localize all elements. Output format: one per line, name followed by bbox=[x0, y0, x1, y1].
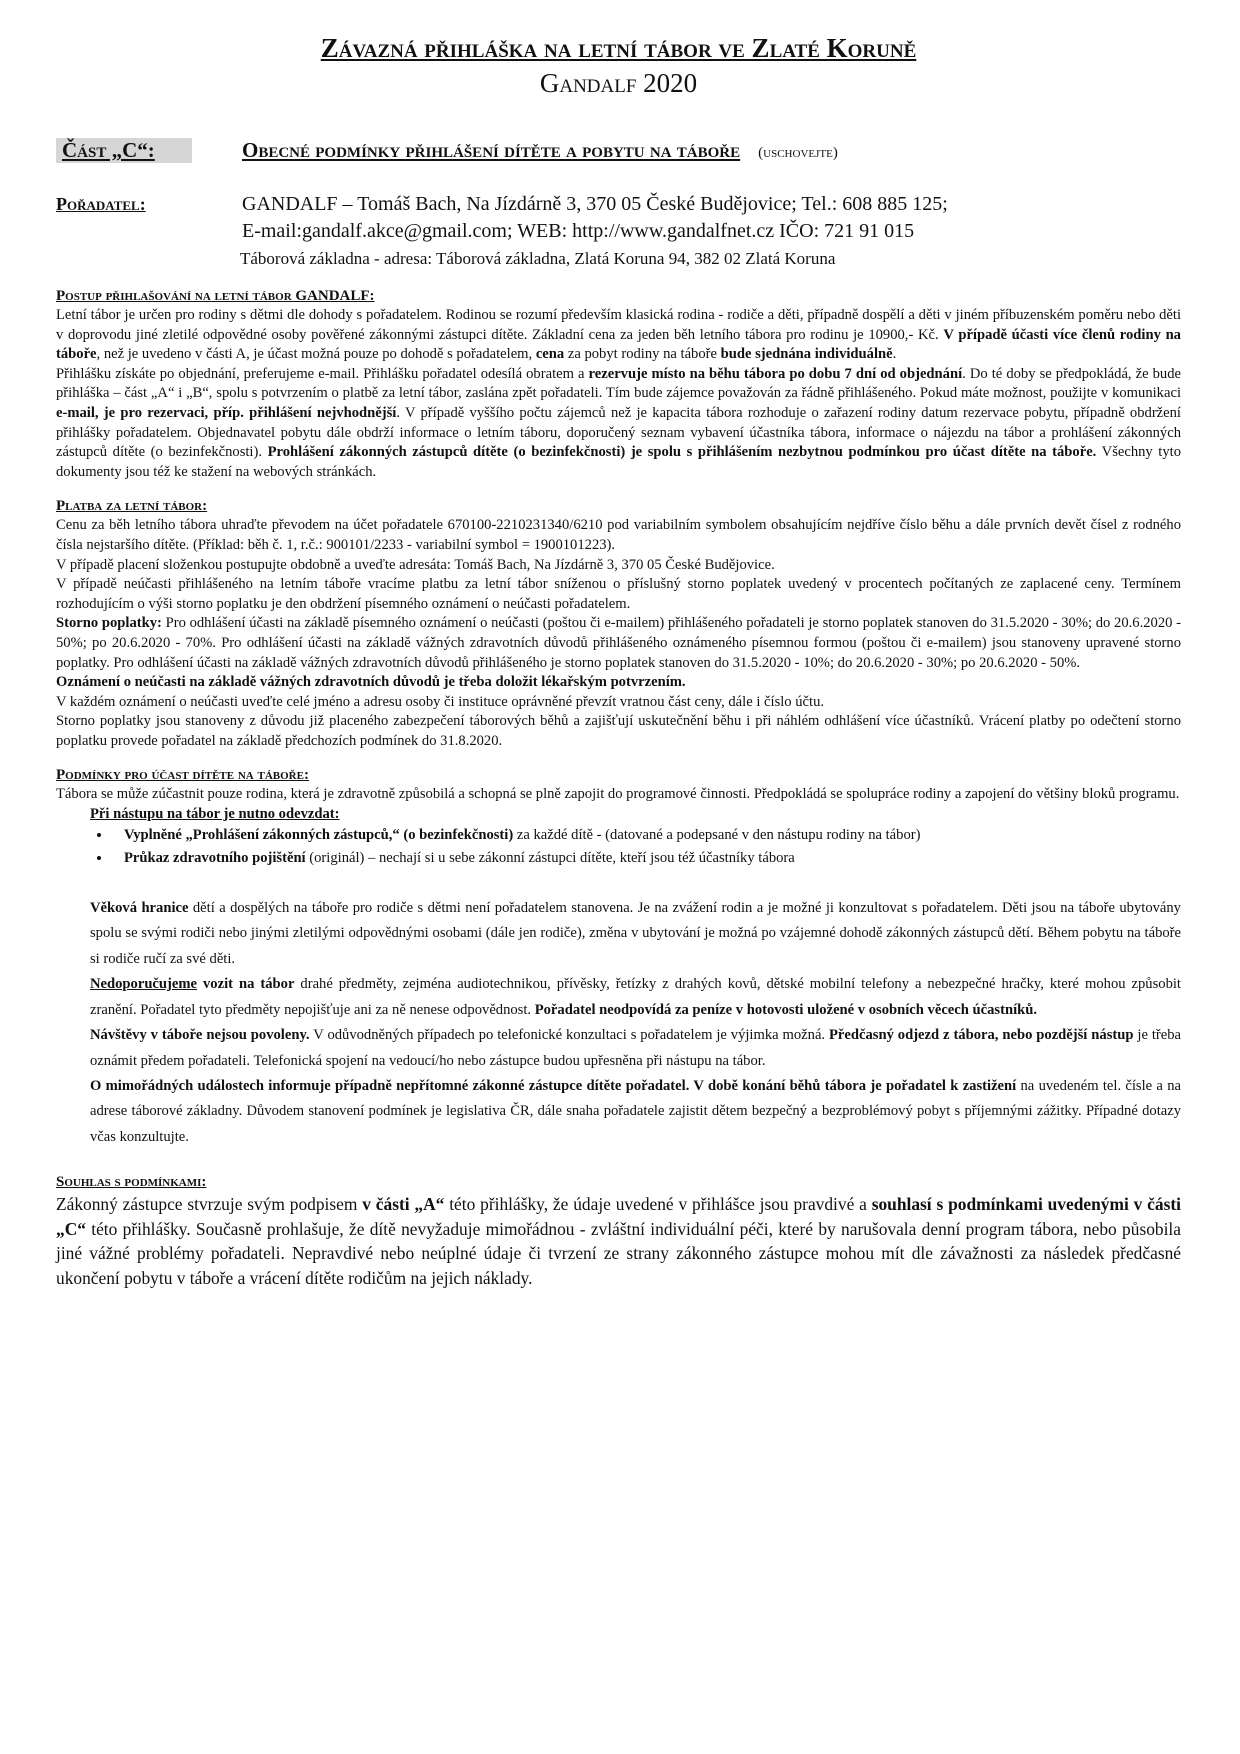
agreement-paragraph: Zákonný zástupce stvrzuje svým podpisem v části „A“ této přihlášky, že údaje uvedené v přihlášce jsou pravdivé a souhlasí s podmínkami uvedenými v části „C“ této přihlášky. Současně prohlašuje, že dítě nevyžaduje mimořádnou - zvláštní individuální péči, které by narušovala denní program tábora, nebo působila jiné vážné problémy pořadateli. Nepravdivé nebo neúplné údaje či tvrzení ze strany zákonného zástupce mohou mít dle závažnosti za následek předčasné ukončení pobytu v táboře a vrácení dítěte rodičům na jejich náklady. bbox=[56, 1194, 1181, 1288]
payment-paragraph-2: V případě placení složenkou postupujte obdobně a uveďte adresáta: Tomáš Bach, Na Jízdárně 3, 370 05 České Budějovice. bbox=[56, 556, 775, 573]
payment-paragraph-1: Cenu za běh letního tábora uhraďte převodem na účet pořadatele 670100-2210231340/6210 pod variabilním symbolem obsahujícím nejdříve číslo běhu a dále prvních devět čísel z rodného čísla nejstaršího dítěte. (Příklad: běh č. 1, r.č.: 900101/2233 - variabilní symbol = 1900101223). bbox=[56, 517, 1181, 553]
visits-paragraph: Návštěvy v táboře nejsou povoleny. V odůvodněných případech po telefonické konzultaci s pořadatelem je výjimka možná. Předčasný odjezd z tábora, nebo pozdější nástup je třeba oznámit předem pořadateli. Telefonická spojení na vedoucí/ho nebo zástupce budou upřesněna při nástupu na tábor. bbox=[90, 1027, 1182, 1069]
storno-paragraph: Storno poplatky: Pro odhlášení účasti na základě písemného oznámení o neúčasti (poštou či e-mailem) přihlášeného pořadateli je storno poplatek stanoven do 31.5.2020 - 30%; do 20.6.2020 - 50%; po 20.6.2020 - 70%. Pro odhlášení účasti na základě vážných zdravotních důvodů přihlášeného oznámeného písemnou formou (poštou či e-mailem) jsou stanoveny upravené storno poplatky. Pro odhlášení účasti na základě vážných zdravotních důvodů přihlášeného je storno poplatek stanoven do 31.5.2020 - 10%; do 20.6.2020 - 30%; po 20.6.2020 - 50%. bbox=[56, 615, 1181, 671]
organizer-line-2: E-mail:gandalf.akce@gmail.com; WEB: http://www.gandalfnet.cz IČO: 721 91 015 bbox=[242, 220, 915, 242]
payment-paragraph-5: Oznámení o neúčasti na základě vážných zdravotních důvodů je třeba doložit lékařským potvrzením. bbox=[56, 674, 686, 691]
payment-paragraph-6: V každém oznámení o neúčasti uveďte celé jméno a adresu osoby či instituce oprávněné převzít vratnou část ceny, dále i číslo účtu. bbox=[56, 693, 825, 710]
conditions-paragraph-1: Tábora se může zúčastnit pouze rodina, která je zdravotně způsobilá a schopná se plně zapojit do programové činnosti. Předpokládá se spolupráce rodiny a zapojení do většiny bloků programu. bbox=[56, 786, 1180, 803]
organizer-block bbox=[56, 191, 1181, 272]
registration-heading: Postup přihlašování na letní tábor GANDALF: bbox=[56, 288, 375, 304]
payment-heading: Platba za letní tábor: bbox=[56, 498, 208, 515]
registration-section bbox=[56, 306, 1181, 482]
part-note: (uschovejte) bbox=[758, 145, 838, 161]
document-page bbox=[56, 30, 1181, 1290]
part-title: Obecné podmínky přihlášení dítěte a pobytu na táboře bbox=[242, 138, 741, 162]
conditions-section bbox=[56, 785, 1181, 1150]
registration-paragraph-1: Letní tábor je určen pro rodiny s dětmi dle dohody s pořadatelem. Rodinou se rozumí především klasická rodina - rodiče a děti, případně dospělí a děti v jiném příbuzenském poměru nebo děti v doprovodu jiné zletilé odpovědné osoby pověřené zákonnými zástupci dítěte. Základní cena za jeden běh letního tábora pro rodinu je 10900,- Kč. V případě účasti více členů rodiny na táboře, než je uvedeno v části A, je účast možná pouze po dohodě s pořadatelem, cena za pobyt rodiny na táboře bude sjednána individuálně. bbox=[56, 307, 1181, 363]
part-label: Část „C“: bbox=[56, 138, 192, 163]
requirements-list bbox=[56, 824, 1181, 870]
requirement-item: • Průkaz zdravotního pojištění (originál) – nechají si u sebe zákonní zástupci dítěte, kteří jsou též účastníky tábora bbox=[112, 847, 1181, 870]
agreement-heading: Souhlas s podmínkami: bbox=[56, 1174, 207, 1191]
payment-paragraph-3: V případě neúčasti přihlášeného na letním táboře vracíme platbu za letní tábor sníženou o příslušný storno poplatek uvedený v procentech počítaných ze zaplacené ceny. Termínem rozhodujícím o výši storno poplatku je den obdržení písemného oznámení o neúčasti pořadatelem. bbox=[56, 576, 1181, 612]
organizer-line-3: Táborová základna - adresa: Táborová základna, Zlatá Koruna 94, 382 02 Zlatá Koruna bbox=[240, 249, 836, 268]
requirement-item: • Vyplněné „Prohlášení zákonných zástupců,“ (o bezinfekčnosti) za každé dítě - (datované a podepsané v den nástupu rodiny na tábor) bbox=[112, 824, 1181, 847]
document-subtitle: Gandalf 2020 bbox=[539, 68, 698, 98]
document-title: Závazná přihláška na letní tábor ve Zlaté Koruně bbox=[320, 33, 917, 63]
age-paragraph: Věková hranice dětí a dospělých na táboře pro rodiče s dětmi není pořadatelem stanovena. Je na zvážení rodin a je možné ji konzultovat s pořadatelem. Děti jsou na táboře ubytovány spolu se svými rodiči nebo jinými zletilými odpovědnými osobami (dále jen rodiče), změna v ubytování je možná po vzájemné dohodě zákonných zástupců dětí. Během pobytu na táboře si rodiče ručí za své děti. bbox=[90, 900, 1181, 967]
info-paragraph: O mimořádných událostech informuje případně nepřítomné zákonné zástupce dítěte pořadatel. V době konání běhů tábora je pořadatel k zastižení na uvedeném tel. čísle a na adrese táborové základny. Důvodem stanovení podmínek je legislativa ČR, dále snaha pořadatele zajistit dětem bezpečný a bezproblémový pobyt s příjemnými zážitky. Případné dotazy včas konzultujte. bbox=[90, 1077, 1181, 1145]
agreement-section bbox=[56, 1192, 1181, 1290]
part-heading bbox=[56, 138, 1181, 163]
organizer-line-1: GANDALF – Tomáš Bach, Na Jízdárně 3, 370 05 České Budějovice; Tel.: 608 885 125; bbox=[242, 193, 948, 215]
conditions-heading: Podmínky pro účast dítěte na táboře: bbox=[56, 767, 309, 784]
payment-section bbox=[56, 516, 1181, 751]
valuables-paragraph: Nedoporučujeme vozit na tábor drahé předměty, zejména audiotechnikou, přívěsky, řetízky z drahých kovů, dětské mobilní telefony a nebezpečné hračky, které mohou způsobit zranění. Pořadatel tyto předměty nepojišťuje ani za ně nenese odpovědnost. Pořadatel neodpovídá za peníze v hotovosti uložené v osobních věcech účastníků. bbox=[90, 976, 1181, 1018]
payment-paragraph-7: Storno poplatky jsou stanoveny z důvodu již placeného zabezpečení táborových běhů a zajišťují uskutečnění běhu i při náhlém odhlášení více účastníků. Vrácení platby po odečtení storno poplatku provede pořadatel na základě předchozích podmínek do 31.8.2020. bbox=[56, 713, 1181, 749]
organizer-label: Pořadatel: bbox=[56, 194, 146, 214]
requirements-heading: Při nástupu na tábor je nutno odevzdat: bbox=[90, 806, 340, 823]
registration-paragraph-2: Přihlášku získáte po objednání, preferujeme e-mail. Přihlášku pořadatel odesílá obratem a rezervuje místo na běhu tábora po dobu 7 dní od objednání. Do té doby se předpokládá, že bude přihláška – část „A“ i „B“, spolu s potvrzením o platbě za letní tábor, zaslána zpět pořadateli. Tím bude zájemce považován za řádně přihlášeného. Pokud máte možnost, použijte v komunikaci e-mail, je pro rezervaci, příp. přihlášení nejvhodnější. V případě vyššího počtu zájemců než je kapacita tábora rozhoduje o zařazení rodiny datum rezervace pobytu, případně obdržení přihlášky pořadatelem. Objednavatel pobytu dále obdrží informace o letním táboru, doporučený seznam vybavení účastníka tábora, informace o nájezdu na tábor a prohlášení zákonných zástupců dítěte (o bezinfekčnosti). Prohlášení zákonných zástupců dítěte (o bezinfekčnosti) je spolu s přihlášením nezbytnou podmínkou pro účast dítěte na táboře. Všechny tyto dokumenty jsou též ke stažení na webových stránkách. bbox=[56, 365, 1182, 480]
